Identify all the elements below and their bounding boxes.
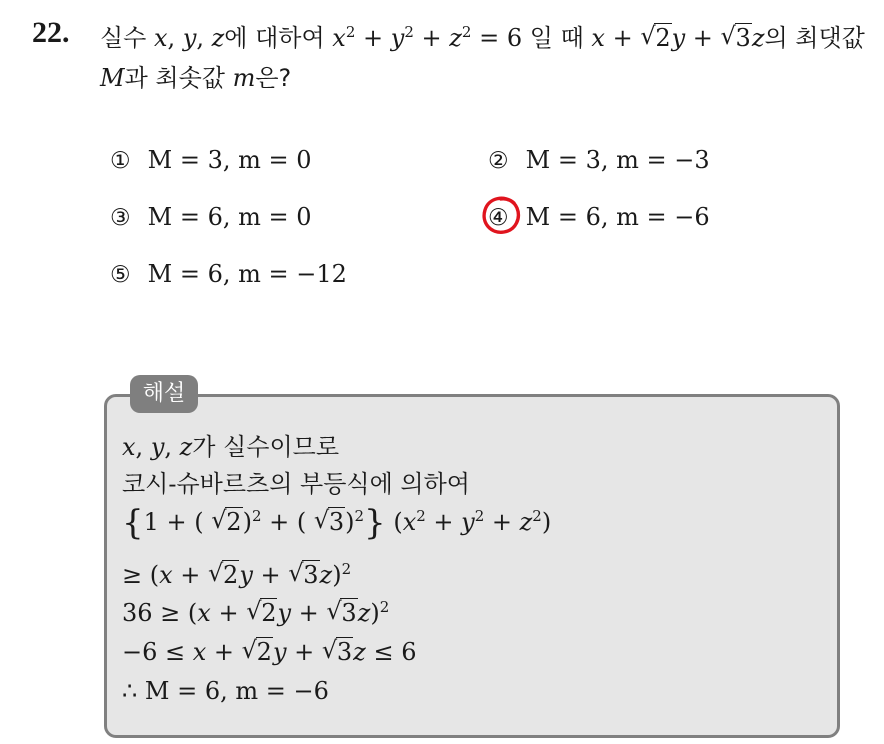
stem-line-1: 실수 x, y, z에 대하여 $x^2 + y^2 + z^2 = 6$ 일 때 x + √ 2y + √ 3z의 최댓값 (100, 22, 865, 52)
explanation-line-3: {1 + ( √ 2)$^2$ + ( √ 3)$^2$} $(x^2 + y^2 + z^2)$ (122, 503, 552, 543)
question-number: 22. (32, 16, 70, 49)
choice-3-text: M = 6, m = 0 (147, 203, 312, 231)
explanation-line-1: x, y, z가 실수이므로 (122, 433, 340, 461)
answer-circle-mark (481, 194, 523, 236)
explanation-tag: 해설 (130, 375, 198, 413)
explanation-line-5: 36 ≥ (x + √ 2y + √ 3z)$^2$ (122, 597, 390, 627)
choice-2[interactable]: ② M = 3, m = −3 (488, 146, 710, 174)
target-expression: x + √ 2y + √ 3z (591, 22, 765, 52)
explanation-line-2: 코시-슈바르츠의 부등식에 의하여 (122, 470, 470, 498)
choice-3[interactable]: ③ M = 6, m = 0 (110, 203, 312, 231)
explanation-line-4: ≥ (x + √ 2y + √ 3z)$^2$ (122, 559, 352, 589)
choice-4-text: M = 6, m = −6 (525, 203, 710, 231)
explanation-final-answer: ∴ M = 6, m = −6 (122, 677, 329, 705)
choice-2-text: M = 3, m = −3 (525, 146, 710, 174)
choice-4[interactable]: ④ M = 6, m = −6 (488, 203, 710, 231)
stem-line-2: M과 최솟값 m은? (100, 64, 292, 92)
explanation-line-6: −6 ≤ x + √ 2y + √ 3z ≤ 6 (122, 636, 417, 666)
constraint-equation: $x^2 + y^2 + z^2 = 6$ (332, 23, 523, 52)
choice-1[interactable]: ① M = 3, m = 0 (110, 146, 312, 174)
choice-5-text: M = 6, m = −12 (147, 260, 347, 288)
choice-5[interactable]: ⑤ M = 6, m = −12 (110, 260, 347, 288)
choice-1-text: M = 3, m = 0 (147, 146, 312, 174)
question-stem (100, 18, 870, 98)
